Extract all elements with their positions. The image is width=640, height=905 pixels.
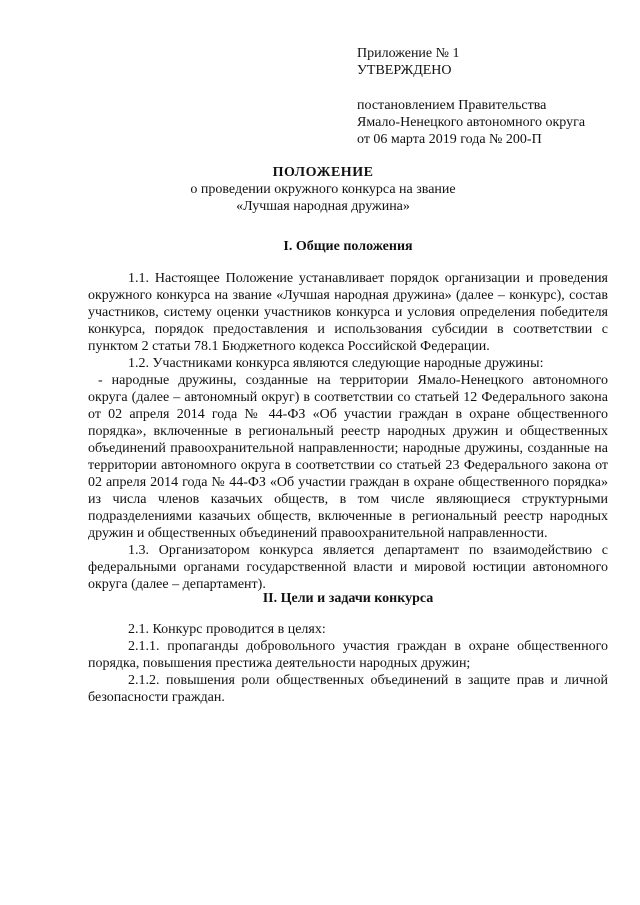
paragraph-2-1: 2.1. Конкурс проводится в целях: — [128, 622, 326, 637]
section-1-body — [88, 270, 608, 593]
section-2-heading: II. Цели и задачи конкурса — [262, 591, 434, 606]
paragraph-2-1-2: 2.1.2. повышения роли общественных объединений в защите прав и личной безопасности граждан. — [88, 673, 608, 705]
approval-resolution: постановлением Правительства — [357, 98, 547, 113]
paragraph-1-3: 1.3. Организатором конкурса является департамент по взаимодействию с федеральными органами государственной власти и мировой юстиции автономного округа (далее – департамент). — [88, 543, 608, 592]
title-subtitle-1: о проведении окружного конкурса на звание — [190, 182, 456, 197]
appendix-number: Приложение № 1 — [357, 46, 460, 61]
section-2-body — [88, 621, 608, 706]
paragraph-2-1-1: 2.1.1. пропаганды добровольного участия граждан в охране общественного порядка, повышения престижа деятельности народных дружин; — [88, 639, 608, 671]
title-main: ПОЛОЖЕНИЕ — [272, 165, 374, 180]
paragraph-1-1: 1.1. Настоящее Положение устанавливает порядок организации и проведения окружного конкурса на звание «Лучшая народная дружина» (далее – конкурс), состав участников, систему оценки участников конкурса и условия определения победителя конкурса, порядок предоставления и использования субсидии в соответствии с пунктом 2 статьи 78.1 Бюджетного кодекса Российской Федерации. — [88, 271, 608, 354]
document-title — [88, 164, 558, 215]
approval-date-number: от 06 марта 2019 года № 200-П — [357, 132, 542, 147]
approved-label: УТВЕРЖДЕНО — [357, 63, 452, 78]
approval-authority: Ямало-Ненецкого автономного округа — [357, 115, 586, 130]
section-1-heading: I. Общие положения — [283, 239, 413, 254]
paragraph-1-2: 1.2. Участниками конкурса являются следующие народные дружины: — [128, 356, 544, 371]
title-subtitle-2: «Лучшая народная дружина» — [236, 199, 410, 214]
paragraph-1-2-list: - народные дружины, созданные на территории Ямало-Ненецкого автономного округа (далее – автономный округ) в соответствии со статьей 12 Федерального закона от 02 апреля 2014 года № 44-ФЗ «Об участии граждан в охране общественного порядка», включенные в региональный реестр народных дружин и общественных объединений правоохранительной направленности; народные дружины, созданные на территории автономного округа в соответствии со статьей 23 Федерального закона от 02 апреля 2014 года № 44-ФЗ «Об участии граждан в охране общественного порядка» из числа членов казачьих обществ, в том числе являющиеся структурными подразделениями казачьих обществ, включенные в региональный реестр народных дружин и общественных объединений правоохранительной направленности. — [88, 373, 608, 541]
approval-stamp — [357, 45, 617, 148]
